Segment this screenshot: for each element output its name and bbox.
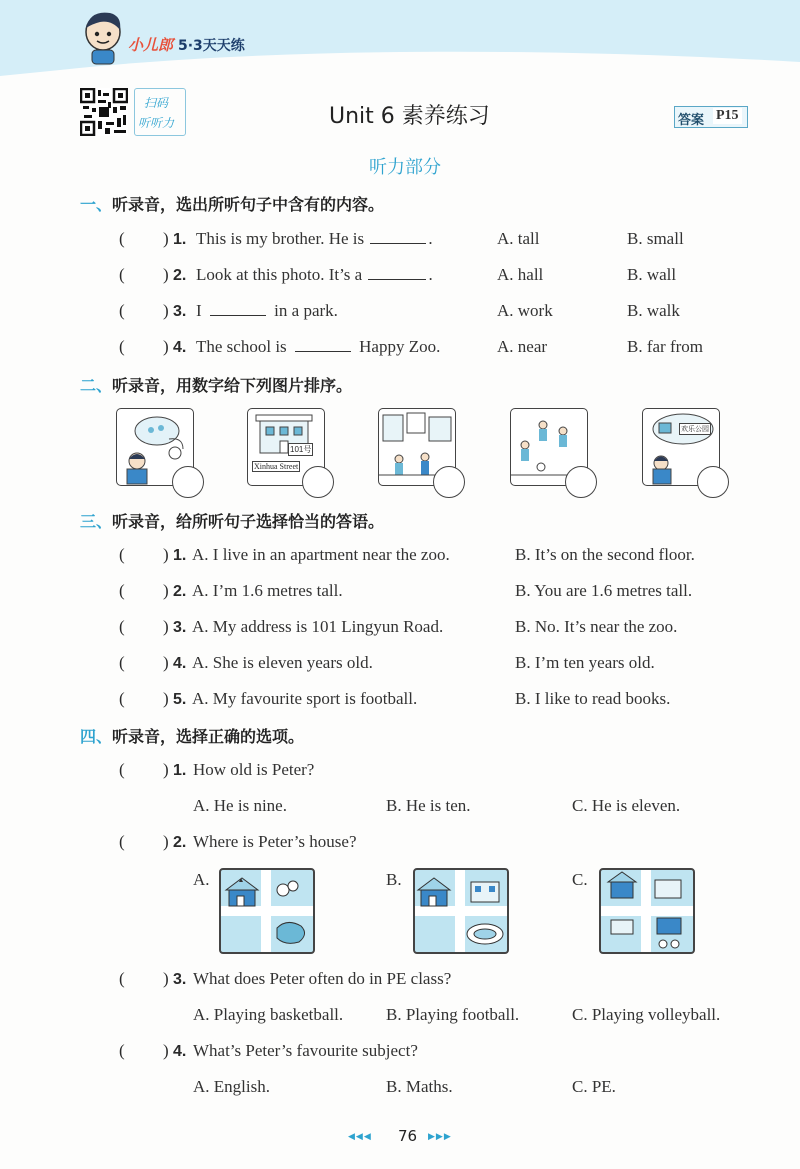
section2-title: 听录音，用数字给下列图片排序。 <box>112 376 353 395</box>
answer-paren-open: ( <box>119 337 125 356</box>
question-number: 4. <box>173 339 187 356</box>
question-text <box>196 301 338 321</box>
answer-paren-open: ( <box>119 653 125 672</box>
question-text-post: . <box>428 265 433 284</box>
option-b[interactable]: B. Maths. <box>386 1077 453 1096</box>
option-c[interactable]: C. <box>572 870 588 889</box>
answer-blank[interactable]: ) <box>163 545 169 564</box>
answer-paren-open: ( <box>119 229 125 248</box>
question-text <box>196 265 433 285</box>
order-circle-2[interactable] <box>302 466 334 498</box>
street-sign: Xinhua Street <box>254 462 299 471</box>
question-text-post: . <box>428 229 433 248</box>
section4-title: 听录音，选择正确的选项。 <box>112 727 305 746</box>
option-c[interactable]: C. PE. <box>572 1077 616 1096</box>
map-option-a[interactable] <box>219 868 315 954</box>
answer-blank[interactable]: ) <box>163 1041 169 1060</box>
series-name: 5·3天天练 <box>178 38 245 54</box>
section3-title: 听录音，给所听句子选择恰当的答语。 <box>112 512 385 531</box>
question-text: How old is Peter? <box>193 760 315 779</box>
question-number: 1. <box>173 547 187 564</box>
option-b[interactable]: B. far from <box>627 337 704 356</box>
answer-paren-open: ( <box>119 265 125 284</box>
page-title: Unit 6 素养练习 <box>329 104 490 129</box>
option-a[interactable]: A. I live in an apartment near the zoo. <box>192 545 450 564</box>
question-number: 5. <box>173 691 187 708</box>
footer-arrows-left: ◀◀◀ <box>348 1132 372 1142</box>
question-number: 1. <box>173 762 187 779</box>
answer-paren-open: ( <box>119 1041 125 1060</box>
option-a[interactable]: A. She is eleven years old. <box>192 653 373 672</box>
answer-blank[interactable]: ) <box>163 760 169 779</box>
option-a[interactable]: A. hall <box>497 265 544 284</box>
house-number-sign: 101号 <box>290 445 312 454</box>
question-text <box>196 337 440 357</box>
question-text-post: in a park. <box>274 301 338 320</box>
qr-code[interactable] <box>80 88 128 136</box>
option-a[interactable]: A. near <box>497 337 548 356</box>
option-a[interactable]: A. work <box>497 301 553 320</box>
answer-paren-open: ( <box>119 545 125 564</box>
park-sign: 欢乐公园 <box>681 425 709 433</box>
section3-heading <box>80 509 384 532</box>
answer-blank[interactable]: ) <box>163 581 169 600</box>
option-a[interactable]: A. My address is 101 Lingyun Road. <box>192 617 444 636</box>
order-circle-4[interactable] <box>565 466 597 498</box>
option-b[interactable]: B. It’s on the second floor. <box>515 545 695 564</box>
question-text-pre: The school is <box>196 337 287 356</box>
option-a[interactable]: A. <box>193 870 210 889</box>
order-circle-5[interactable] <box>697 466 729 498</box>
section3-num: 三、 <box>80 512 113 531</box>
fill-blank[interactable] <box>368 265 426 280</box>
option-a[interactable]: A. tall <box>497 229 540 248</box>
question-text-pre: I <box>196 301 202 320</box>
option-b[interactable]: B. small <box>627 229 684 248</box>
question-text-post: Happy Zoo. <box>359 337 441 356</box>
question-number: 3. <box>173 303 187 320</box>
fill-blank[interactable] <box>210 301 266 316</box>
option-b[interactable]: B. Playing football. <box>386 1005 520 1024</box>
option-a[interactable]: A. I’m 1.6 metres tall. <box>192 581 343 600</box>
answer-paren-open: ( <box>119 760 125 779</box>
option-a[interactable]: A. He is nine. <box>193 796 287 815</box>
footer-arrows-right: ▶▶▶ <box>428 1132 452 1142</box>
option-b[interactable]: B. He is ten. <box>386 796 471 815</box>
brand-name: 小儿郎 <box>128 36 174 54</box>
question-number: 2. <box>173 834 187 851</box>
question-number: 3. <box>173 619 187 636</box>
option-b[interactable]: B. walk <box>627 301 680 320</box>
question-text: What does Peter often do in PE class? <box>193 969 452 988</box>
option-a[interactable]: A. English. <box>193 1077 270 1096</box>
order-circle-3[interactable] <box>433 466 465 498</box>
answer-paren-open: ( <box>119 689 125 708</box>
option-b[interactable]: B. I like to read books. <box>515 689 671 708</box>
answer-paren-open: ( <box>119 832 125 851</box>
mascot-logo <box>80 10 126 66</box>
question-number: 3. <box>173 971 187 988</box>
section1-title: 听录音，选出所听句子中含有的内容。 <box>112 195 385 214</box>
map-option-b[interactable] <box>413 868 509 954</box>
answer-badge[interactable] <box>674 106 748 128</box>
option-b[interactable]: B. <box>386 870 402 889</box>
answer-blank[interactable]: ) <box>163 969 169 988</box>
question-number: 2. <box>173 267 187 284</box>
option-b[interactable]: B. wall <box>627 265 677 284</box>
section1-num: 一、 <box>80 195 113 214</box>
answer-paren-open: ( <box>119 617 125 636</box>
question-text-pre: This is my brother. He is <box>196 229 365 248</box>
answer-page: P15 <box>713 108 742 124</box>
answer-paren-open: ( <box>119 301 125 320</box>
order-circle-1[interactable] <box>172 466 204 498</box>
answer-blank[interactable]: ) <box>163 689 169 708</box>
question-text: What’s Peter’s favourite subject? <box>193 1041 418 1060</box>
qr-caption-2: 听听力 <box>138 116 175 130</box>
answer-paren-open: ( <box>119 581 125 600</box>
map-option-c[interactable] <box>599 868 695 954</box>
option-b[interactable]: B. No. It’s near the zoo. <box>515 617 678 636</box>
answer-label: 答案 <box>678 113 705 128</box>
answer-blank[interactable]: ) <box>163 617 169 636</box>
option-c[interactable]: C. Playing volleyball. <box>572 1005 721 1024</box>
answer-blank[interactable]: ) <box>163 301 169 320</box>
option-a[interactable]: A. My favourite sport is football. <box>192 689 418 708</box>
answer-blank[interactable]: ) <box>163 832 169 851</box>
fill-blank[interactable] <box>295 337 351 352</box>
section1-heading <box>80 192 384 215</box>
answer-blank[interactable]: ) <box>163 229 169 248</box>
page-number: 76 <box>398 1127 418 1145</box>
answer-blank[interactable]: ) <box>163 337 169 356</box>
question-number: 4. <box>173 1043 187 1060</box>
fill-blank[interactable] <box>370 229 426 244</box>
question-number: 4. <box>173 655 187 672</box>
question-text-pre: Look at this photo. It’s a <box>196 265 363 284</box>
answer-paren-open: ( <box>119 969 125 988</box>
section-subtitle: 听力部分 <box>369 157 441 178</box>
option-a[interactable]: A. Playing basketball. <box>193 1005 344 1024</box>
qr-caption-1: 扫码 <box>144 96 169 110</box>
question-text <box>196 229 433 249</box>
section4-num: 四、 <box>80 727 113 746</box>
answer-blank[interactable]: ) <box>163 653 169 672</box>
option-c[interactable]: C. He is eleven. <box>572 796 681 815</box>
question-text: Where is Peter’s house? <box>193 832 357 851</box>
option-b[interactable]: B. I’m ten years old. <box>515 653 655 672</box>
question-number: 2. <box>173 583 187 600</box>
section4-heading <box>80 724 304 747</box>
answer-blank[interactable]: ) <box>163 265 169 284</box>
section2-num: 二、 <box>80 376 113 395</box>
section2-heading <box>80 373 352 396</box>
option-b[interactable]: B. You are 1.6 metres tall. <box>515 581 693 600</box>
question-number: 1. <box>173 231 187 248</box>
